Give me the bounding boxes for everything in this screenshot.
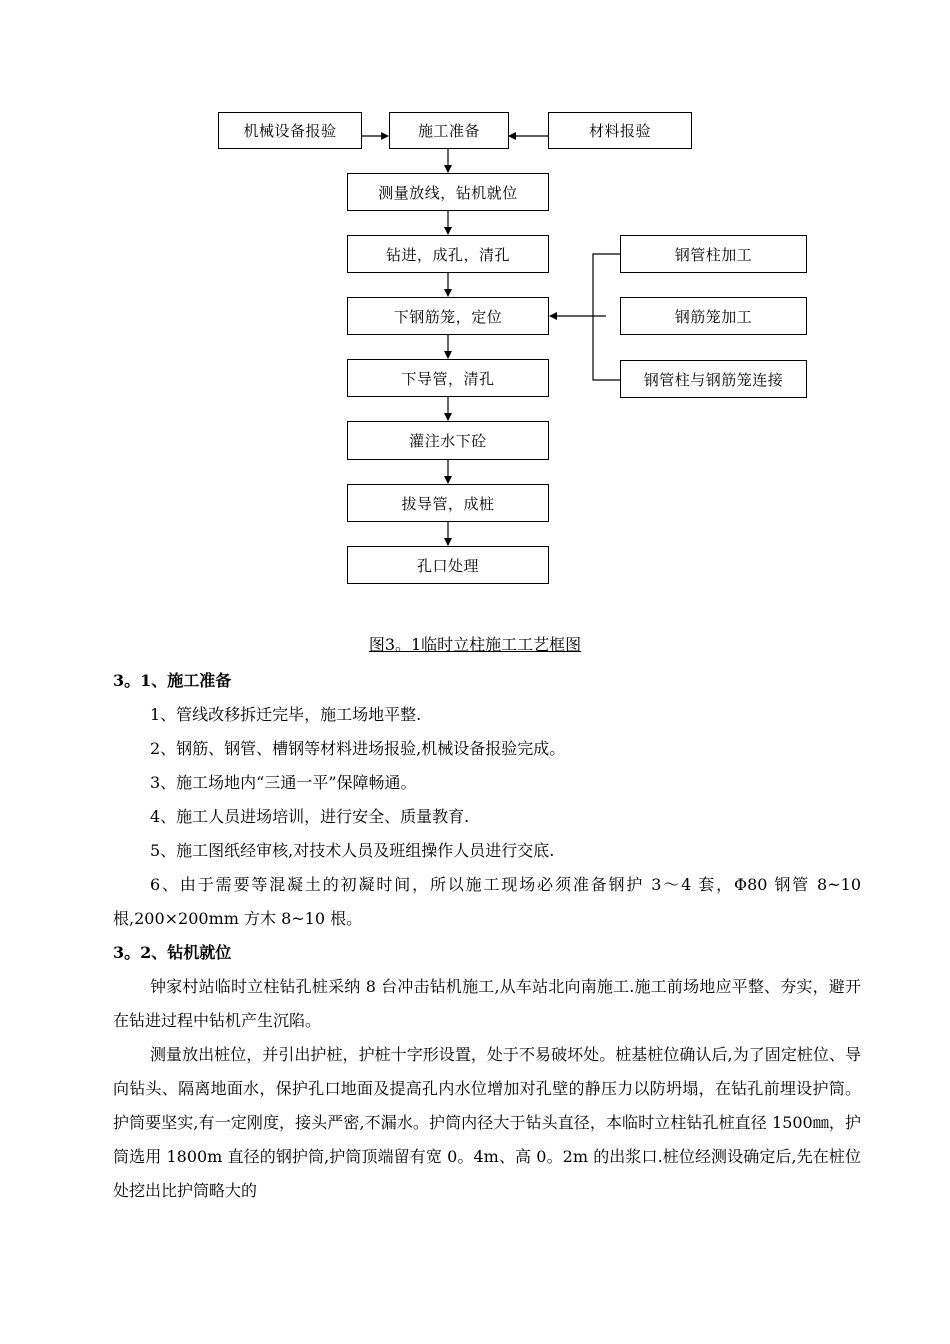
section-heading-drill-position: 3。2、钻机就位 xyxy=(113,943,232,962)
box-mech-check: 机械设备报验 xyxy=(218,112,362,149)
bracket-right xyxy=(593,254,620,380)
figure-caption-text: 图3。1临时立柱施工工艺框图 xyxy=(368,635,582,654)
figure-caption xyxy=(0,632,950,655)
box-cage-place: 下钢筋笼，定位 xyxy=(347,297,549,335)
box-pull-pipe: 拔导管，成桩 xyxy=(347,484,549,522)
box-connect: 钢管柱与钢筋笼连接 xyxy=(620,360,807,398)
box-material-check: 材料报验 xyxy=(548,112,692,149)
list-item: 5、施工图纸经审核,对技术人员及班组操作人员进行交底. xyxy=(150,841,555,860)
section-heading-prep: 3。1、施工准备 xyxy=(113,671,232,690)
box-steel-column: 钢管柱加工 xyxy=(620,235,807,273)
box-survey: 测量放线，钻机就位 xyxy=(347,173,549,211)
list-item: 4、施工人员进场培训，进行安全、质量教育. xyxy=(150,807,470,826)
document-body xyxy=(113,664,861,1208)
box-pour: 灌注水下砼 xyxy=(347,421,549,460)
list-item: 2、钢筋、钢管、槽钢等材料进场报验,机械设备报验完成。 xyxy=(150,739,566,758)
list-item: 3、施工场地内“三通一平”保障畅通。 xyxy=(150,773,417,792)
box-drill: 钻进，成孔，清孔 xyxy=(347,235,549,273)
list-item: 1、管线改移拆迁完毕，施工场地平整. xyxy=(150,705,422,724)
box-prep: 施工准备 xyxy=(389,112,509,149)
list-item: 6、由于需要等混凝土的初凝时间，所以施工现场必须准备钢护 3～4 套，Φ80 钢管 8~10 根,200×200mm 方木 8~10 根。 xyxy=(113,875,861,928)
paragraph: 钟家村站临时立柱钻孔桩采纳 8 台冲击钻机施工,从车站北向南施工.施工前场地应平整、夯实，避开在钻进过程中钻机产生沉陷。 xyxy=(113,977,861,1030)
box-cage-fab: 钢筋笼加工 xyxy=(620,297,807,335)
box-pipe-clean: 下导管，清孔 xyxy=(347,359,549,397)
box-hole-treat: 孔口处理 xyxy=(347,546,549,584)
paragraph: 测量放出桩位，并引出护桩，护桩十字形设置，处于不易破坏处。桩基桩位确认后,为了固定桩位、导向钻头、隔离地面水，保护孔口地面及提高孔内水位增加对孔壁的静压力以防坍塌，在钻孔前埋设护筒。护筒要坚实,有一定刚度，接头严密,不漏水。护筒内径大于钻头直径，本临时立柱钻孔桩直径 1500㎜，护筒选用 1800m 直径的钢护筒,护筒顶端留有宽 0。4m、高 0。2m 的出浆口.桩位经测设确定后,先在桩位处挖出比护筒略大的 xyxy=(113,1045,861,1200)
